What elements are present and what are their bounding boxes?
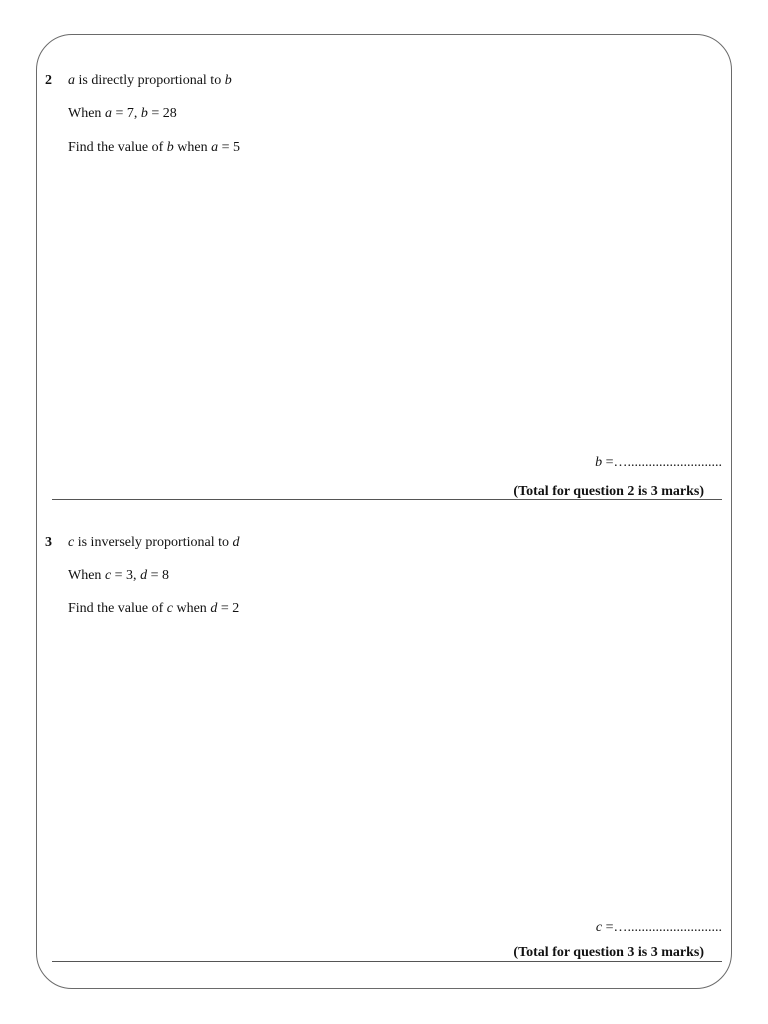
question-divider [52,961,722,962]
question-divider [52,499,722,500]
question-statement: c is inversely proportional to d [68,535,240,550]
question-number: 2 [45,73,52,88]
question-statement: a is directly proportional to b [68,73,232,88]
answer-line[interactable]: b =…........................... [595,455,722,470]
question-given: When c = 3, d = 8 [68,568,169,583]
question-number: 3 [45,535,52,550]
question-task: Find the value of c when d = 2 [68,601,240,616]
total-marks: (Total for question 3 is 3 marks) [513,945,704,960]
answer-line[interactable]: c =…........................... [595,920,722,935]
page-border [36,34,732,989]
question-given: When a = 7, b = 28 [68,106,177,121]
total-marks: (Total for question 2 is 3 marks) [513,484,704,499]
question-task: Find the value of b when a = 5 [68,140,240,155]
